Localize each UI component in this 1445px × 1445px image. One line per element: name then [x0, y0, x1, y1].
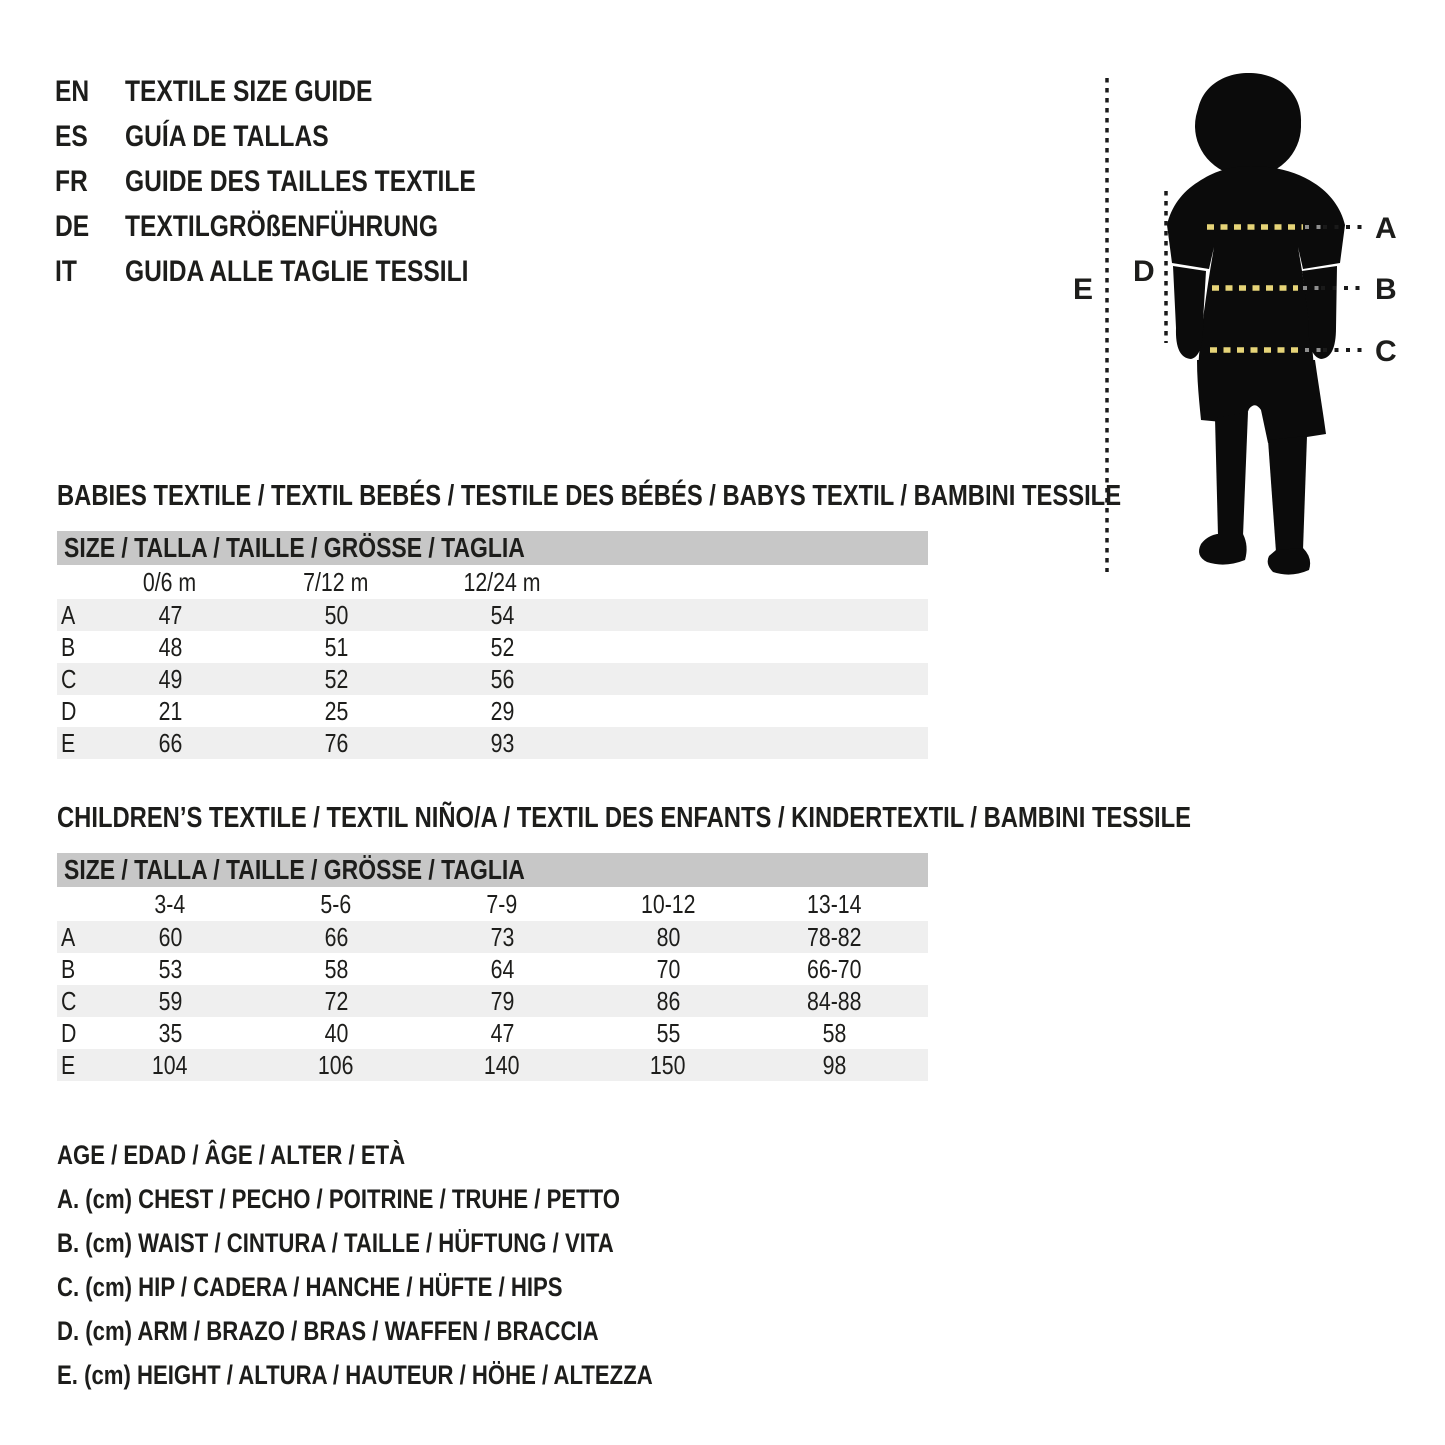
section-title-children: [57, 802, 1440, 834]
size-value: 73: [490, 921, 514, 952]
column-header-label: 7-9: [486, 888, 518, 919]
row-letter-label: C: [61, 985, 77, 1016]
size-value-cell: [585, 954, 751, 985]
size-value: 104: [152, 1049, 188, 1080]
lang-title-label: GUIDE DES TAILLES TEXTILE: [125, 164, 476, 198]
size-value-cell: [87, 696, 253, 727]
column-header-label: 13-14: [806, 888, 862, 919]
legend-label: D. (cm) ARM / BRAZO / BRAS / WAFFEN / BRACCIA: [57, 1315, 599, 1346]
size-value: 52: [490, 631, 514, 662]
size-value-cell: [751, 922, 917, 953]
figure-label-b: B: [1375, 273, 1397, 306]
size-value: 70: [656, 953, 680, 984]
size-value: 47: [490, 1017, 514, 1048]
size-value-cell: [253, 1018, 419, 1049]
table-row-c: [57, 663, 928, 695]
size-header-label: SIZE / TALLA / TAILLE / GRÖSSE / TAGLIA: [64, 854, 525, 885]
size-value: 66: [324, 921, 348, 952]
size-value: 59: [158, 985, 182, 1016]
row-letter: [57, 1050, 87, 1081]
lang-code: [55, 120, 125, 154]
size-value: 78-82: [806, 921, 862, 952]
legend-label: AGE / EDAD / ÂGE / ALTER / ETÀ: [57, 1139, 406, 1170]
size-value-cell: [253, 728, 419, 759]
size-value: 140: [484, 1049, 520, 1080]
lang-title-label: TEXTILGRÖßENFÜHRUNG: [125, 209, 438, 243]
lang-code-label: EN: [55, 74, 90, 108]
table-row-a: [57, 921, 928, 953]
row-letter-label: B: [61, 631, 76, 662]
size-value: 76: [324, 727, 348, 758]
legend-line-height: [57, 1353, 783, 1397]
column-header-label: 3-4: [154, 888, 186, 919]
size-value: 52: [324, 663, 348, 694]
lang-row-es: [55, 114, 553, 159]
row-letter-label: A: [61, 921, 76, 952]
row-letter-label: B: [61, 953, 76, 984]
babies-size-header-bar: [57, 531, 928, 565]
row-letter: [57, 1018, 87, 1049]
section-title-babies-label: BABIES TEXTILE / TEXTIL BEBÉS / TESTILE DES BÉBÉS / BABYS TEXTIL / BAMBINI TESSILE: [57, 480, 1122, 512]
lang-title-label: GUÍA DE TALLAS: [125, 119, 329, 153]
size-value: 49: [158, 663, 182, 694]
legend-line-hip: [57, 1265, 783, 1309]
size-value-cell: [87, 1018, 253, 1049]
size-value-cell: [87, 632, 253, 663]
column-header-label: 5-6: [320, 888, 352, 919]
table-row-c: [57, 985, 928, 1017]
column-header: [253, 567, 419, 598]
size-value-cell: [419, 1018, 585, 1049]
column-header-label: 10-12: [640, 888, 696, 919]
size-value: 150: [650, 1049, 686, 1080]
children-size-header-bar: [57, 853, 928, 887]
lang-title: [125, 75, 427, 109]
size-value-cell: [419, 1050, 585, 1081]
size-value-cell: [87, 664, 253, 695]
lang-row-en: [55, 69, 553, 114]
lang-code-label: DE: [55, 209, 90, 243]
legend-label: A. (cm) CHEST / PECHO / POITRINE / TRUHE / PETTO: [57, 1183, 620, 1214]
size-value: 35: [158, 1017, 182, 1048]
size-value-cell: [419, 664, 585, 695]
size-value: 66-70: [806, 953, 862, 984]
size-value: 84-88: [806, 985, 862, 1016]
size-value-cell: [253, 600, 419, 631]
lang-title-label: TEXTILE SIZE GUIDE: [125, 74, 373, 108]
size-value-cell: [419, 986, 585, 1017]
size-value-cell: [253, 986, 419, 1017]
children-column-header-row: [57, 887, 928, 921]
size-value-cell: [585, 922, 751, 953]
size-header-label: SIZE / TALLA / TAILLE / GRÖSSE / TAGLIA: [64, 532, 525, 563]
size-value: 72: [324, 985, 348, 1016]
size-value: 56: [490, 663, 514, 694]
size-value: 58: [822, 1017, 846, 1048]
size-value-cell: [419, 728, 585, 759]
legend-line-chest: [57, 1177, 783, 1221]
size-value: 53: [158, 953, 182, 984]
lang-row-it: [55, 249, 553, 294]
lang-code: [55, 165, 125, 199]
size-value: 60: [158, 921, 182, 952]
figure-label-e: E: [1073, 273, 1094, 306]
size-value: 21: [158, 695, 182, 726]
size-value-cell: [253, 632, 419, 663]
size-value: 51: [324, 631, 348, 662]
measurement-legend: [57, 1133, 783, 1397]
table-row-b: [57, 953, 928, 985]
row-letter: [57, 922, 87, 953]
table-row-a: [57, 599, 928, 631]
row-letter-label: E: [61, 727, 76, 758]
table-row-e: [57, 727, 928, 759]
lang-title: [125, 255, 544, 289]
legend-label: B. (cm) WAIST / CINTURA / TAILLE / HÜFTUNG / VITA: [57, 1227, 614, 1258]
column-header: [87, 889, 253, 920]
size-value: 48: [158, 631, 182, 662]
size-value-cell: [419, 632, 585, 663]
row-letter: [57, 600, 87, 631]
column-header-label: 12/24 m: [463, 566, 541, 597]
row-letter-label: E: [61, 1049, 76, 1080]
lang-code-label: FR: [55, 164, 88, 198]
table-row-b: [57, 631, 928, 663]
size-value: 50: [324, 599, 348, 630]
size-value: 40: [324, 1017, 348, 1048]
row-letter: [57, 728, 87, 759]
size-value: 66: [158, 727, 182, 758]
lang-title-label: GUIDA ALLE TAGLIE TESSILI: [125, 254, 469, 288]
size-value: 25: [324, 695, 348, 726]
size-value: 47: [158, 599, 182, 630]
size-value-cell: [87, 600, 253, 631]
lang-title: [125, 165, 553, 199]
size-value-cell: [87, 986, 253, 1017]
babies-size-table: [57, 531, 928, 759]
size-value-cell: [419, 696, 585, 727]
size-value-cell: [751, 1050, 917, 1081]
babies-column-header-row: [57, 565, 928, 599]
size-value-cell: [87, 1050, 253, 1081]
size-value: 106: [318, 1049, 354, 1080]
size-value-cell: [253, 664, 419, 695]
column-header: [585, 889, 751, 920]
lang-code-label: ES: [55, 119, 88, 153]
size-value-cell: [419, 922, 585, 953]
size-value-cell: [87, 922, 253, 953]
figure-label-c: C: [1375, 335, 1397, 368]
size-value-cell: [751, 954, 917, 985]
size-value: 86: [656, 985, 680, 1016]
lang-row-fr: [55, 159, 553, 204]
lang-code-label: IT: [55, 254, 77, 288]
section-title-babies: [57, 480, 1355, 512]
column-header: [87, 567, 253, 598]
legend-label: E. (cm) HEIGHT / ALTURA / HAUTEUR / HÖHE / ALTEZZA: [57, 1359, 653, 1390]
column-header: [751, 889, 917, 920]
lang-code: [55, 75, 125, 109]
size-value-cell: [585, 986, 751, 1017]
row-letter-label: D: [61, 695, 77, 726]
lang-title: [125, 210, 507, 244]
row-letter-label: A: [61, 599, 76, 630]
row-letter-label: C: [61, 663, 77, 694]
figure-label-a: A: [1375, 212, 1397, 245]
lang-title: [125, 120, 373, 154]
section-title-children-label: CHILDREN’S TEXTILE / TEXTIL NIÑO/A / TEXTIL DES ENFANTS / KINDERTEXTIL / BAMBINI TESSILE: [57, 802, 1192, 834]
legend-line-age: [57, 1133, 783, 1177]
size-value: 80: [656, 921, 680, 952]
size-value: 93: [490, 727, 514, 758]
size-value-cell: [585, 1050, 751, 1081]
lang-row-de: [55, 204, 553, 249]
column-header: [419, 889, 585, 920]
size-value: 54: [490, 599, 514, 630]
row-letter: [57, 696, 87, 727]
size-value: 29: [490, 695, 514, 726]
row-letter-label: D: [61, 1017, 77, 1048]
legend-line-arm: [57, 1309, 783, 1353]
column-header-label: 0/6 m: [143, 566, 197, 597]
table-row-d: [57, 1017, 928, 1049]
size-value-cell: [87, 728, 253, 759]
size-value-cell: [419, 600, 585, 631]
column-header-label: 7/12 m: [303, 566, 369, 597]
row-letter: [57, 632, 87, 663]
size-value-cell: [751, 1018, 917, 1049]
language-title-block: [55, 69, 553, 294]
size-value: 58: [324, 953, 348, 984]
size-value: 64: [490, 953, 514, 984]
row-letter: [57, 986, 87, 1017]
size-value-cell: [253, 954, 419, 985]
legend-line-waist: [57, 1221, 783, 1265]
size-value-cell: [751, 986, 917, 1017]
children-size-table: [57, 853, 928, 1081]
row-letter: [57, 954, 87, 985]
table-row-e: [57, 1049, 928, 1081]
lang-code: [55, 255, 125, 289]
size-value-cell: [253, 922, 419, 953]
size-value-cell: [419, 954, 585, 985]
size-value-cell: [253, 1050, 419, 1081]
lang-code: [55, 210, 125, 244]
size-value: 79: [490, 985, 514, 1016]
size-value: 55: [656, 1017, 680, 1048]
column-header: [419, 567, 585, 598]
child-silhouette-figure: [1055, 60, 1445, 600]
size-value-cell: [253, 696, 419, 727]
column-header: [253, 889, 419, 920]
table-row-d: [57, 695, 928, 727]
figure-label-d: D: [1133, 255, 1155, 288]
size-value-cell: [585, 1018, 751, 1049]
row-letter: [57, 664, 87, 695]
size-value-cell: [87, 954, 253, 985]
size-value: 98: [822, 1049, 846, 1080]
legend-label: C. (cm) HIP / CADERA / HANCHE / HÜFTE / HIPS: [57, 1271, 563, 1302]
